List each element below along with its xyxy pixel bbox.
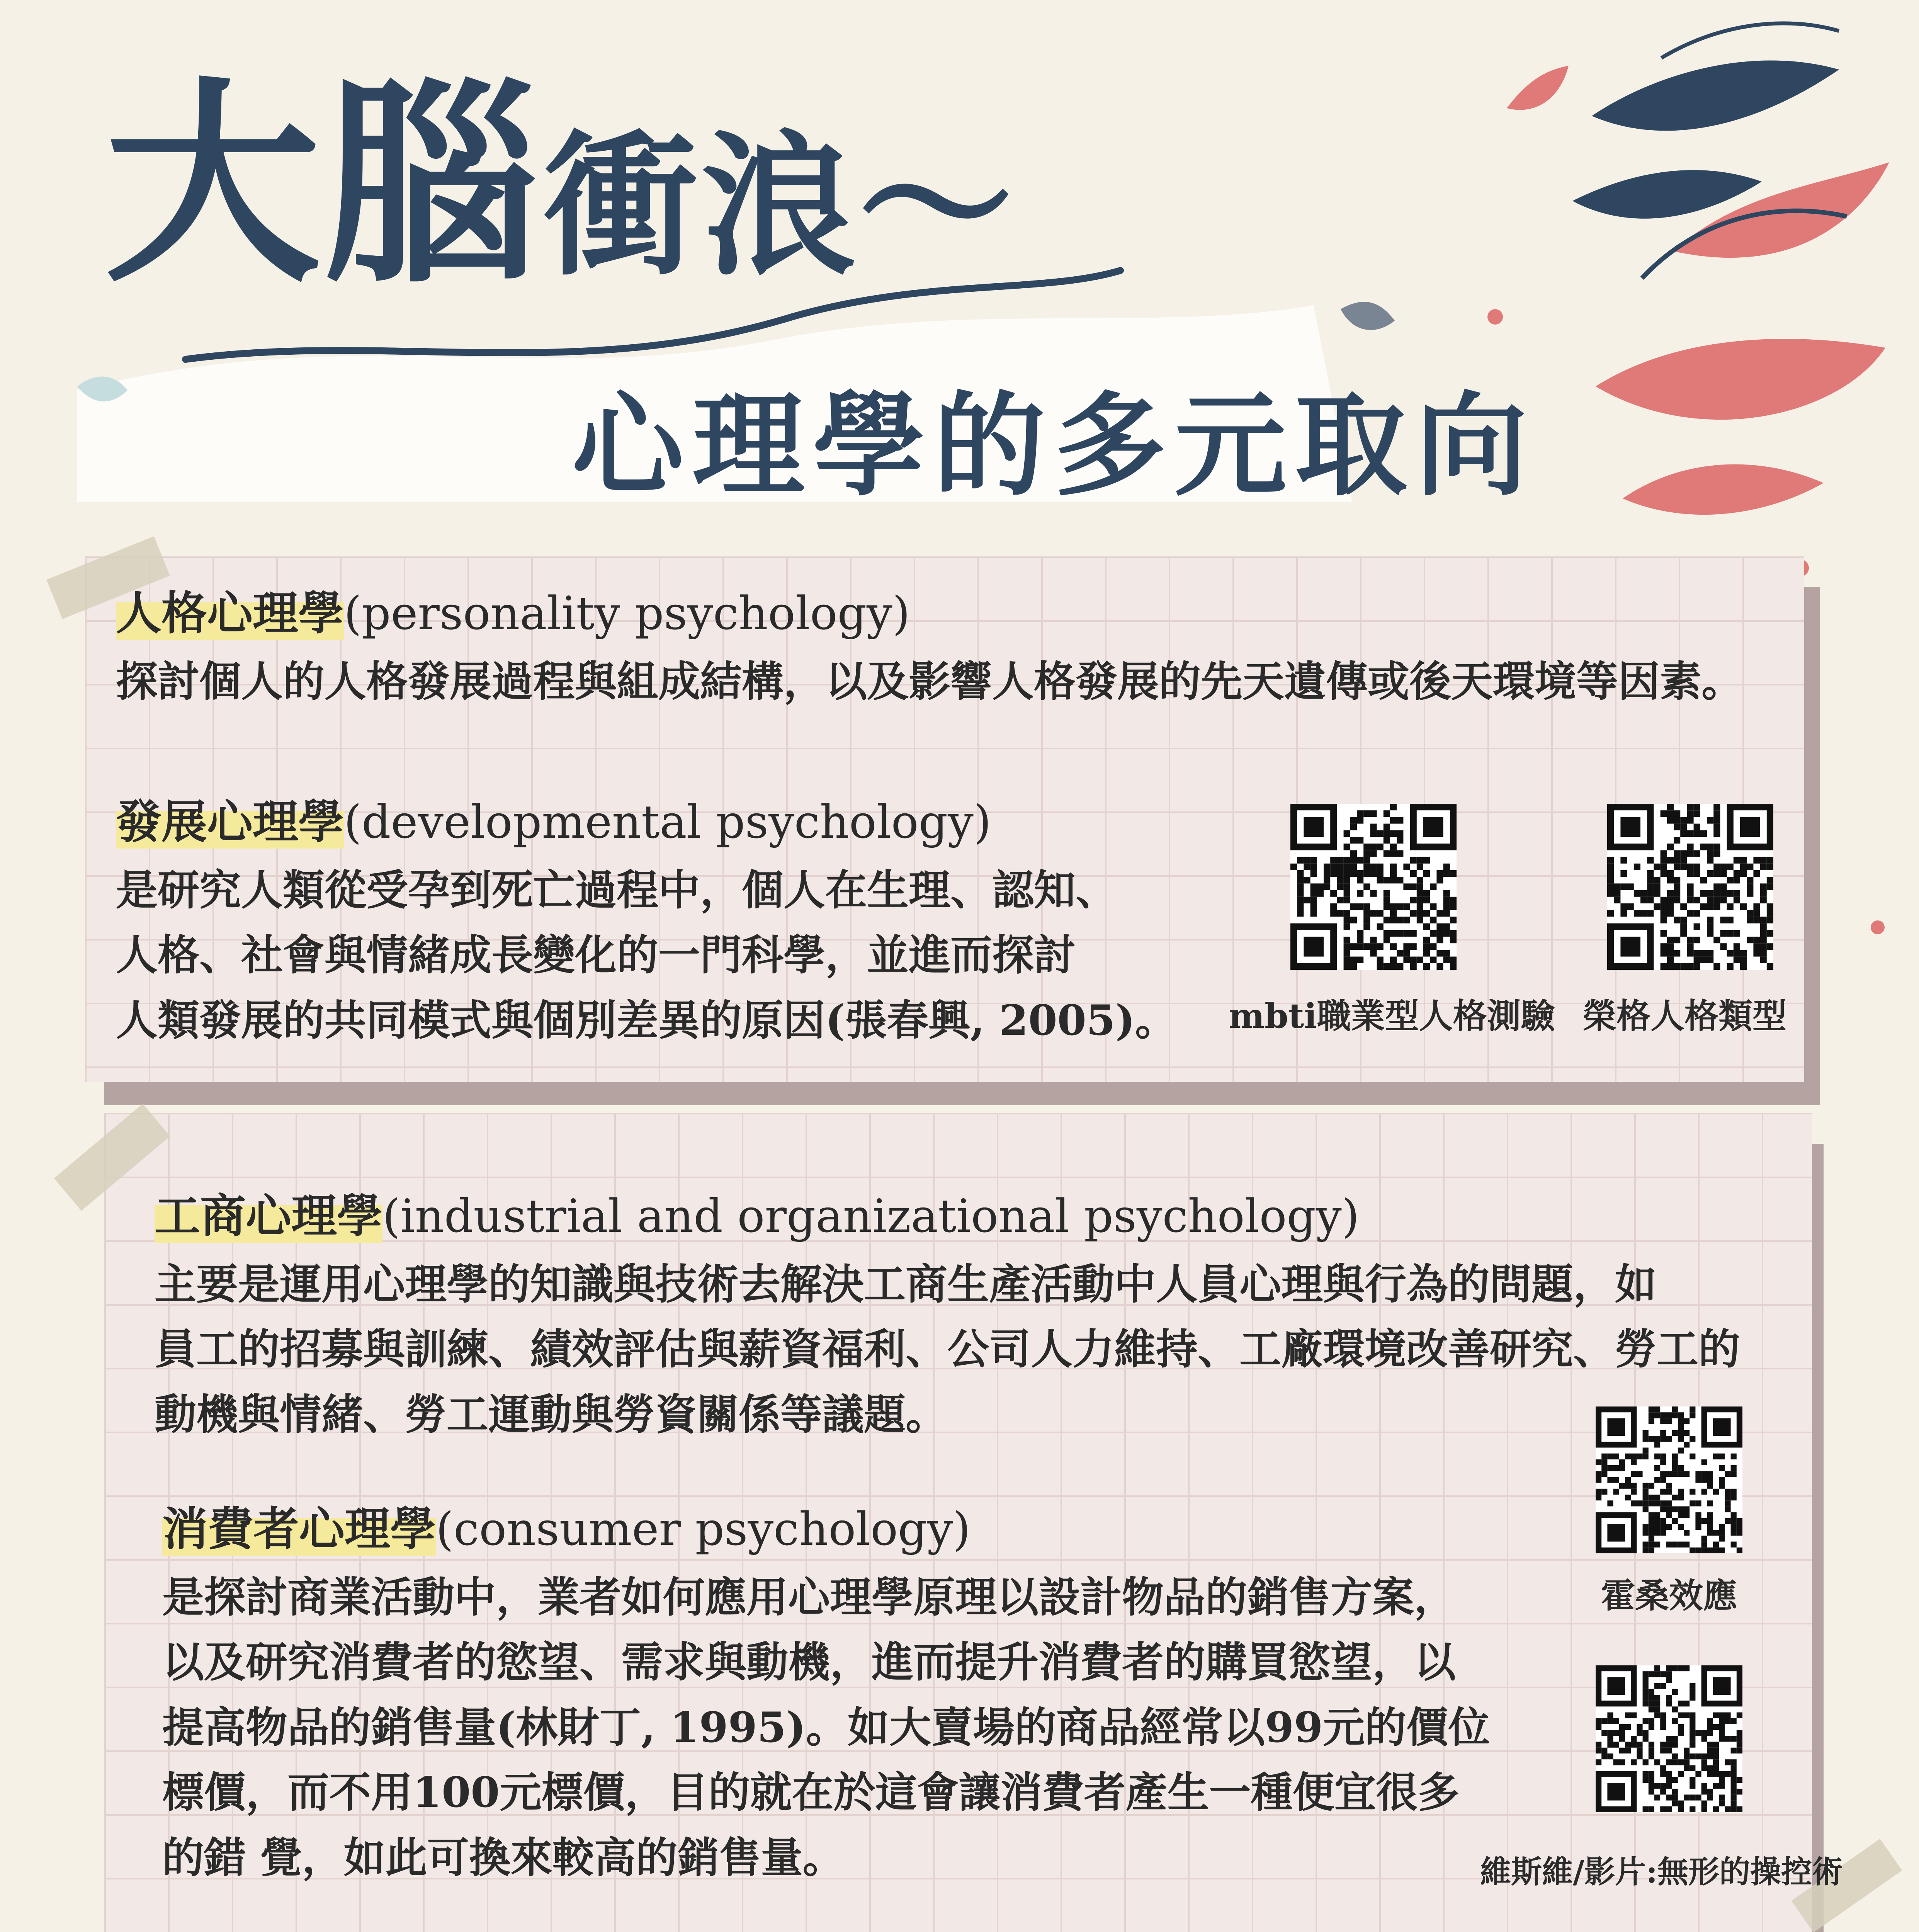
section-body-industrial (155, 1252, 1740, 1447)
body-line: 是探討商業活動中，業者如何應用心理學原理以設計物品的銷售方案， (162, 1573, 1456, 1622)
section-title-en: (consumer psychology) (436, 1502, 971, 1556)
qr-code-graphic (1290, 804, 1457, 970)
body-line: 提高物品的銷售量(林財丁, 1995)。如大賣場的商品經常以99元的價位 (162, 1703, 1490, 1752)
body-line: 人類發展的共同模式與個別差異的原因(張春興, 2005)。 (116, 996, 1177, 1045)
section-title-zh: 發展心理學 (116, 795, 344, 849)
body-line: 動機與情緒、勞工運動與勞資關係等議題。 (155, 1390, 948, 1439)
qr-code-invisible-control[interactable] (1596, 1665, 1742, 1812)
body-line: 是研究人類從受孕到死亡過程中，個人在生理、認知、 (116, 866, 1118, 915)
section-title-en: (personality psychology) (344, 587, 910, 640)
section-title-zh: 工商心理學 (155, 1189, 383, 1243)
qr-code-graphic (1607, 804, 1773, 970)
section-title-zh: 人格心理學 (116, 586, 344, 640)
body-line: 的錯 覺，如此可換來較高的銷售量。 (162, 1833, 845, 1882)
section-body-consumer (162, 1565, 1490, 1890)
body-line: 員工的招募與訓練、績效評估與薪資福利、公司人力維持、工廠環境改善研究、勞工的 (155, 1325, 1741, 1374)
qr-label-mbti: mbti職業型人格測驗 (1229, 996, 1555, 1036)
title-main-small: 衝浪～ (543, 117, 1016, 297)
section-heading-consumer (162, 1499, 971, 1559)
qr-code-hawthorne[interactable] (1596, 1406, 1742, 1553)
qr-label-hawthorne: 霍桑效應 (1601, 1575, 1737, 1616)
qr-code-jung[interactable] (1607, 804, 1773, 970)
section-title-zh: 消費者心理學 (162, 1502, 436, 1556)
qr-code-graphic (1596, 1665, 1742, 1812)
section-body-personality (116, 649, 1743, 714)
section-heading-personality (116, 583, 910, 643)
poster-title (104, 60, 1016, 311)
section-body-developmental (116, 858, 1177, 1053)
section-heading-developmental (116, 792, 991, 852)
body-line: 人格、社會與情緒成長變化的一門科學，並進而探討 (116, 931, 1076, 980)
body-line: 以及研究消費者的慾望、需求與動機，進而提升消費者的購買慾望，以 (162, 1638, 1456, 1687)
body-line: 主要是運用心理學的知識與技術去解決工商生產活動中人員心理與行為的問題，如 (155, 1260, 1657, 1309)
section-title-en: (industrial and organizational psychology) (382, 1189, 1360, 1243)
body-line: 探討個人的人格發展過程與組成結構，以及影響人格發展的先天遺傳或後天環境等因素。 (116, 657, 1744, 706)
qr-code-mbti[interactable] (1290, 804, 1457, 970)
title-main-big: 大腦 (104, 60, 543, 311)
section-title-en: (developmental psychology) (344, 795, 991, 849)
qr-code-graphic (1596, 1406, 1742, 1553)
qr-label-invisible-control: 維斯維/影片:無形的操控術 (1480, 1854, 1843, 1890)
section-heading-industrial (155, 1186, 1360, 1246)
poster-subtitle: 心理學的多元取向 (572, 381, 1536, 511)
body-line: 標價，而不用100元標價，目的就在於這會讓消費者產生一種便宜很多 (162, 1768, 1460, 1817)
qr-label-jung: 榮格人格類型 (1582, 996, 1786, 1036)
